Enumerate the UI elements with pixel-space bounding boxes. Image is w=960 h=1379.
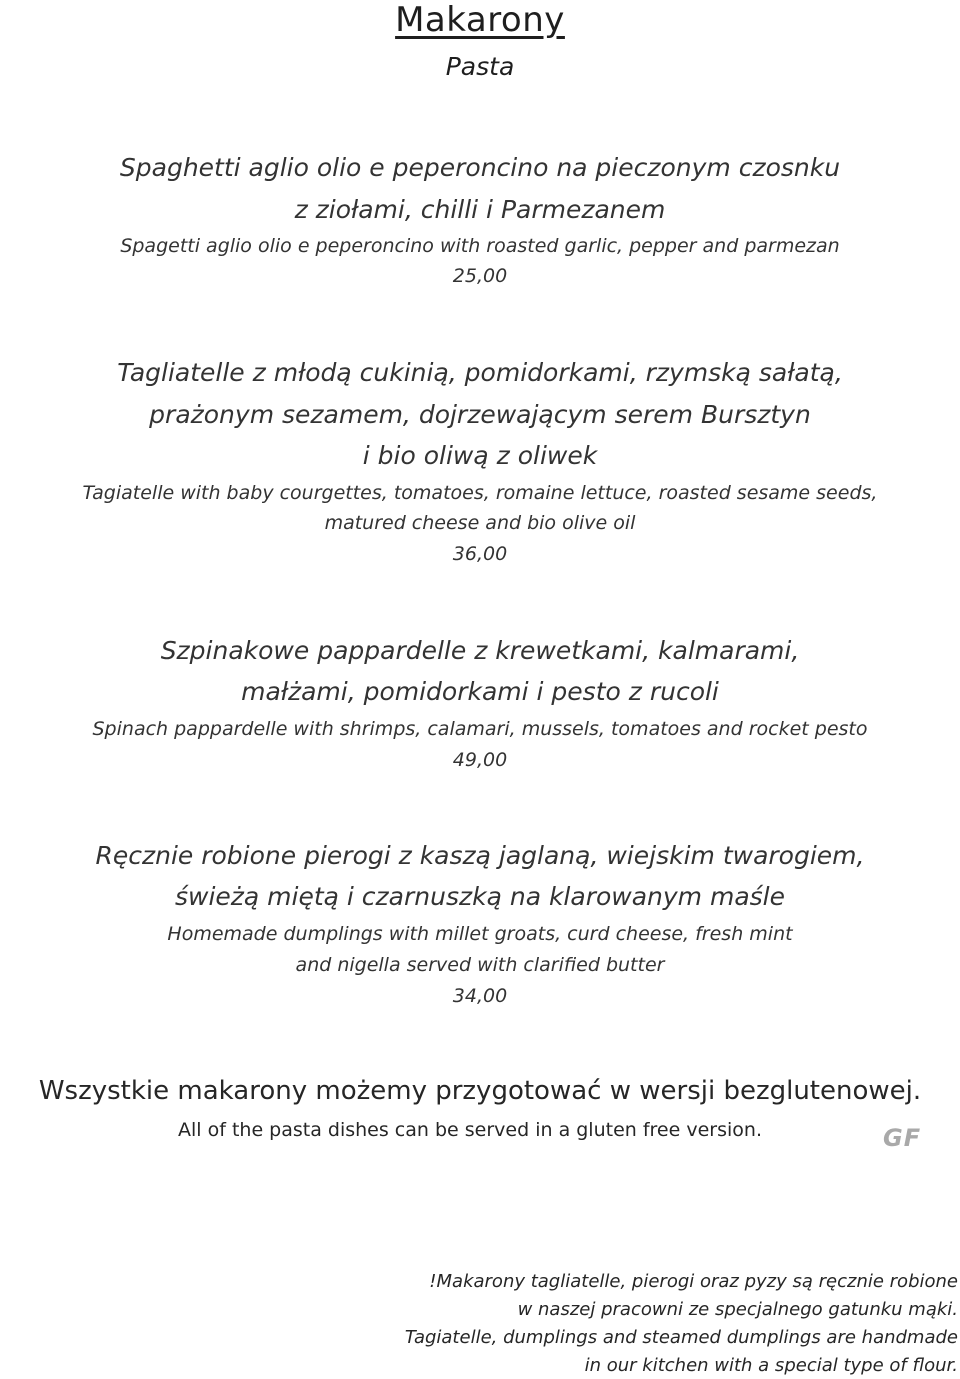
gluten-free-icon: GF bbox=[883, 1124, 922, 1152]
dish-name-pl: z ziołami, chilli i Parmezanem bbox=[294, 195, 666, 224]
dish-name-pl: i bio oliwą z oliwek bbox=[362, 441, 598, 470]
dish-name-en: and nigella served with clarified butter bbox=[295, 954, 665, 976]
dish-price: 36,00 bbox=[452, 543, 508, 565]
dish-name-pl: Ręcznie robione pierogi z kaszą jaglaną, wiejskim twarogiem, bbox=[95, 841, 865, 870]
dish-name-en: Spagetti aglio olio e peperoncino with roasted garlic, pepper and parmezan bbox=[120, 235, 840, 257]
dish-name-pl: Szpinakowe pappardelle z krewetkami, kalmarami, bbox=[160, 636, 800, 665]
dish-name-en: matured cheese and bio olive oil bbox=[324, 512, 636, 534]
page-subtitle: Pasta bbox=[445, 52, 515, 81]
gluten-free-note-en: All of the pasta dishes can be served in a gluten free version. bbox=[178, 1119, 762, 1141]
dish-name-pl: Tagliatelle z młodą cukinią, pomidorkami, rzymską sałatą, bbox=[117, 358, 843, 387]
dish-name-pl: świeżą miętą i czarnuszką na klarowanym maśle bbox=[174, 882, 786, 911]
dish-name-en: Homemade dumplings with millet groats, curd cheese, fresh mint bbox=[167, 923, 793, 945]
dish-name-pl: małżami, pomidorkami i pesto z rucoli bbox=[241, 677, 719, 706]
gluten-free-note-pl: Wszystkie makarony możemy przygotować w wersji bezglutenowej. bbox=[38, 1076, 922, 1106]
dish-name-pl: Spaghetti aglio olio e peperoncino na pieczonym czosnku bbox=[119, 153, 841, 182]
dish-price: 34,00 bbox=[452, 985, 508, 1007]
dish-price: 25,00 bbox=[452, 265, 508, 287]
dish-name-en: Tagiatelle with baby courgettes, tomatoes, romaine lettuce, roasted sesame seeds, bbox=[82, 482, 878, 504]
footnote-line: w naszej pracowni ze specjalnego gatunku mąki. bbox=[517, 1299, 958, 1320]
footnote-line: !Makarony tagliatelle, pierogi oraz pyzy są ręcznie robione bbox=[429, 1271, 958, 1292]
footnote-line: Tagiatelle, dumplings and steamed dumplings are handmade bbox=[404, 1327, 958, 1348]
dish-name-pl: prażonym sezamem, dojrzewającym serem Bursztyn bbox=[149, 400, 811, 429]
dish-price: 49,00 bbox=[452, 749, 508, 771]
dish-name-en: Spinach pappardelle with shrimps, calamari, mussels, tomatoes and rocket pesto bbox=[92, 718, 868, 740]
footnote-line: in our kitchen with a special type of flour. bbox=[584, 1355, 958, 1376]
page-title: Makarony bbox=[395, 0, 565, 40]
